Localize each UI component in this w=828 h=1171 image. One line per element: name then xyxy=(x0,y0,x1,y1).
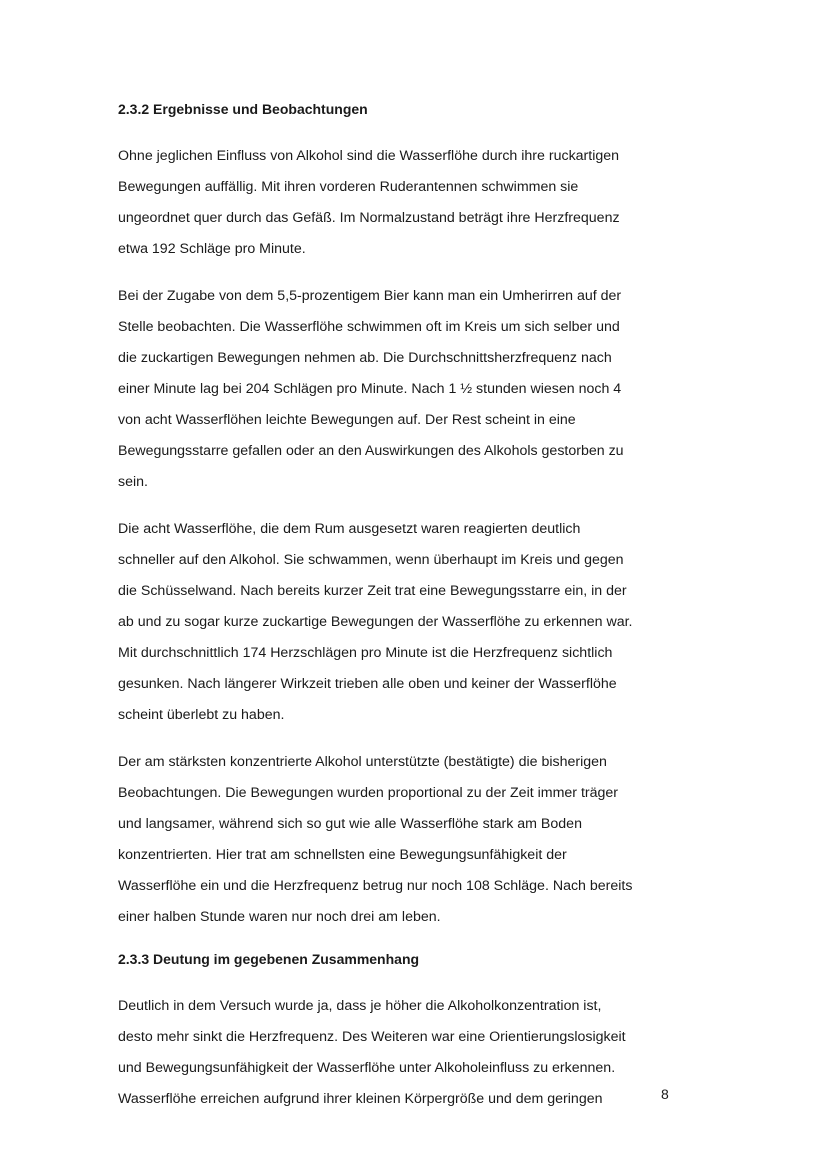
text-line: Beobachtungen. Die Bewegungen wurden proportional zu der Zeit immer träger xyxy=(118,785,619,801)
text-line: schneller auf den Alkohol. Sie schwammen, wenn überhaupt im Kreis und gegen xyxy=(118,552,624,568)
text-line: Deutlich in dem Versuch wurde ja, dass je höher die Alkoholkonzentration ist, xyxy=(118,998,602,1014)
paragraph-control xyxy=(118,141,674,265)
text-line: Bewegungen auffällig. Mit ihren vorderen Ruderantennen schwimmen sie xyxy=(118,179,579,195)
text-line: und Bewegungsunfähigkeit der Wasserflöhe unter Alkoholeinfluss zu erkennen. xyxy=(118,1060,616,1076)
paragraph-strongest-alcohol xyxy=(118,747,674,933)
text-line: Die acht Wasserflöhe, die dem Rum ausgesetzt waren reagierten deutlich xyxy=(118,521,581,537)
text-line: einer Minute lag bei 204 Schlägen pro Minute. Nach 1 ½ stunden wiesen noch 4 xyxy=(118,381,622,397)
text-line: die zuckartigen Bewegungen nehmen ab. Die Durchschnittsherzfrequenz nach xyxy=(118,350,612,366)
page-number: 8 xyxy=(661,1086,669,1102)
text-line: und langsamer, während sich so gut wie alle Wasserflöhe stark am Boden xyxy=(118,816,582,832)
text-line: Bei der Zugabe von dem 5,5-prozentigem Bier kann man ein Umherirren auf der xyxy=(118,288,622,304)
text-line: Wasserflöhe ein und die Herzfrequenz betrug nur noch 108 Schläge. Nach bereits xyxy=(118,878,633,894)
text-line: Stelle beobachten. Die Wasserflöhe schwimmen oft im Kreis um sich selber und xyxy=(118,319,620,335)
section-heading-2-3-3: 2.3.3 Deutung im gegebenen Zusammenhang xyxy=(118,951,420,967)
text-line: Ohne jeglichen Einfluss von Alkohol sind die Wasserflöhe durch ihre ruckartigen xyxy=(118,148,620,164)
text-line: desto mehr sinkt die Herzfrequenz. Des Weiteren war eine Orientierungslosigkeit xyxy=(118,1029,626,1045)
text-line: die Schüsselwand. Nach bereits kurzer Zeit trat eine Bewegungsstarre ein, in der xyxy=(118,583,627,599)
text-line: etwa 192 Schläge pro Minute. xyxy=(118,241,306,257)
text-line: von acht Wasserflöhen leichte Bewegungen auf. Der Rest scheint in eine xyxy=(118,412,576,428)
text-line: scheint überlebt zu haben. xyxy=(118,707,285,723)
text-line: Wasserflöhe erreichen aufgrund ihrer kleinen Körpergröße und dem geringen xyxy=(118,1091,603,1107)
text-line: gesunken. Nach längerer Wirkzeit trieben alle oben und keiner der Wasserflöhe xyxy=(118,676,617,692)
paragraph-interpretation xyxy=(118,991,674,1115)
text-line: Mit durchschnittlich 174 Herzschlägen pro Minute ist die Herzfrequenz sichtlich xyxy=(118,645,613,661)
text-line: konzentrierten. Hier trat am schnellsten eine Bewegungsunfähigkeit der xyxy=(118,847,567,863)
text-line: Bewegungsstarre gefallen oder an den Auswirkungen des Alkohols gestorben zu xyxy=(118,443,624,459)
paragraph-beer xyxy=(118,281,674,498)
text-line: ungeordnet quer durch das Gefäß. Im Normalzustand beträgt ihre Herzfrequenz xyxy=(118,210,620,226)
section-heading-2-3-2: 2.3.2 Ergebnisse und Beobachtungen xyxy=(118,101,368,117)
text-line: einer halben Stunde waren nur noch drei am leben. xyxy=(118,909,441,925)
paragraph-rum xyxy=(118,514,674,731)
text-line: sein. xyxy=(118,474,148,490)
text-line: ab und zu sogar kurze zuckartige Bewegungen der Wasserflöhe zu erkennen war. xyxy=(118,614,633,630)
page-content xyxy=(118,99,674,1131)
text-line: Der am stärksten konzentrierte Alkohol unterstützte (bestätigte) die bisherigen xyxy=(118,754,607,770)
